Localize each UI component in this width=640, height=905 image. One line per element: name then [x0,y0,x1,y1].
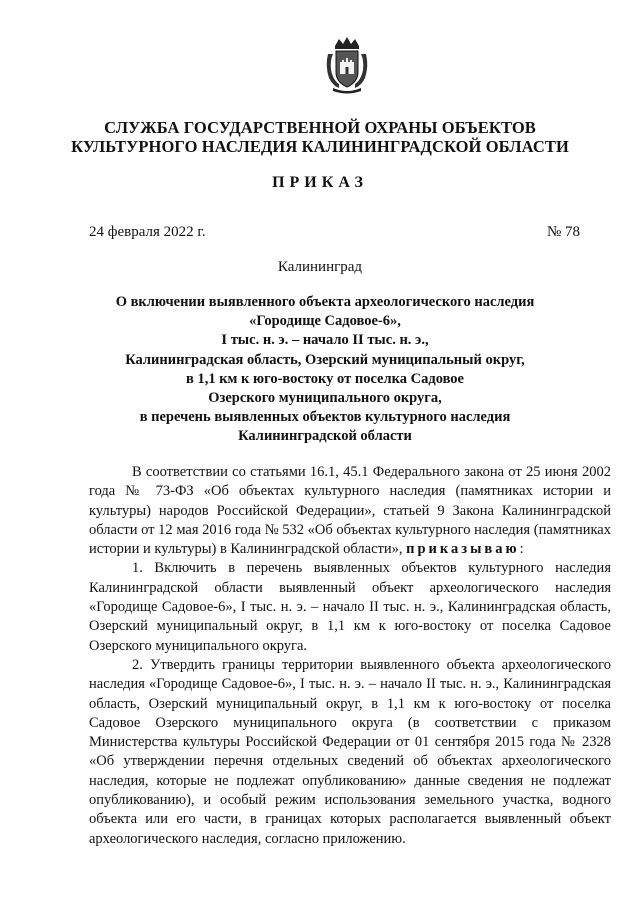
body-item-2: 2. Утвердить границы территории выявленного объекта археологического наследия «Городище Садовое-6», I тыс. н. э. – начало II тыс. н. э., Калининградская область, Озерский муниципальный округ, в 1,1 км к юго-востоку от поселка Садовое Озерского муниципального округа (в соответствии с приказом Министерства культуры Российской Федерации от 01 сентября 2015 года № 2328 «Об утверждении перечня отдельных сведений об объектах археологического наследия, которые не подлежат опубликованию» данные сведения не подлежат опубликованию), и особый режим использования земельного участка, водного объекта или его части, в границах которых располагается выявленный объект археологического наследия, согласно приложению. [89,656,611,847]
title-line: Озерского муниципального округа, [208,390,442,407]
coat-of-arms-icon [325,36,369,94]
order-verb: приказываю [406,541,520,558]
org-line-1: СЛУЖБА ГОСУДАРСТВЕННОЙ ОХРАНЫ ОБЪЕКТОВ [104,118,536,137]
org-line-2: КУЛЬТУРНОГО НАСЛЕДИЯ КАЛИНИНГРАДСКОЙ ОБЛАСТИ [71,137,569,156]
order-city: Калининград [277,259,363,275]
title-line: Калининградская область, Озерский муниципальный округ, [125,351,525,368]
title-line: I тыс. н. э. – начало II тыс. н. э., [221,332,429,349]
order-date: 24 февраля 2022 г. [89,224,206,240]
body-intro-paragraph [89,463,611,559]
document-type: ПРИКАЗ [272,174,368,191]
order-verb-colon: : [519,541,524,558]
title-line: «Городище Садовое-6», [249,313,401,330]
title-line: в перечень выявленных объектов культурного наследия [139,409,511,426]
intro-text: В соответствии со статьями 16.1, 45.1 Федерального закона от 25 июня 2002 года № 73-ФЗ «Об объектах культурного наследия (памятниках истории и культуры) народов Российской Федерации», статьей 9 Закона Калининградской области от 12 мая 2016 года № 532 «Об объектах культурного наследия (памятниках истории и культуры) в Калининградской области», [89,464,611,558]
title-line: в 1,1 км к юго-востоку от поселка Садовое [185,370,464,387]
body-item-1: 1. Включить в перечень выявленных объектов культурного наследия Калининградской области выявленный объект археологического наследия «Городище Садовое-6», I тыс. н. э. – начало II тыс. н. э., Калининградская область, Озерский муниципальный округ, в 1,1 км к юго-востоку от поселка Садовое Озерского муниципального округа. [89,560,611,654]
organization-name [60,118,580,156]
order-body [89,463,611,849]
order-number: № 78 [546,224,580,240]
order-title [70,293,580,447]
title-line: О включении выявленного объекта археологического наследия [115,294,535,310]
title-line: Калининградской области [238,428,412,445]
